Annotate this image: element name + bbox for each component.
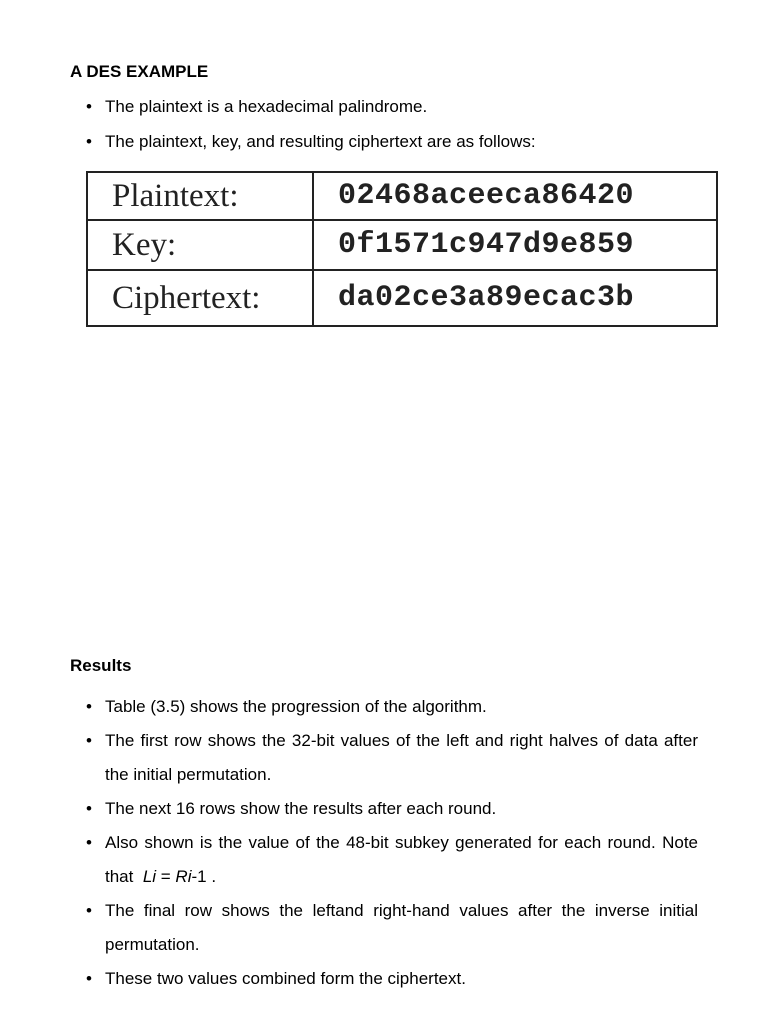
table-row	[87, 270, 717, 326]
row-label: Key:	[87, 220, 313, 270]
list-item: • The next 16 rows show the results after each round.	[0, 792, 698, 826]
page-title: A DES EXAMPLE	[70, 62, 209, 81]
results-bullet-list	[0, 690, 698, 996]
hex-value: 0f1571c947d9e859	[313, 220, 717, 270]
list-item: • The first row shows the 32-bit values of the left and right halves of data after the initial permutation.	[0, 724, 698, 792]
bullet-text: Also shown is the value of the 48-bit subkey generated for each round. Note that	[105, 833, 698, 886]
list-item: • These two values combined form the ciphertext.	[0, 962, 698, 996]
table-row	[87, 220, 717, 270]
results-heading: Results	[70, 656, 132, 675]
table-row	[87, 172, 717, 220]
row-label: Plaintext:	[87, 172, 313, 220]
formula-lhs: Li	[142, 867, 157, 886]
intro-bullet-list	[0, 96, 698, 166]
list-item: • Table (3.5) shows the progression of the algorithm.	[0, 690, 698, 724]
des-example-table	[86, 171, 718, 327]
hex-value: da02ce3a89ecac3b	[313, 270, 717, 326]
list-item: • The final row shows the leftand right-hand values after the inverse initial permutation.	[0, 894, 698, 962]
formula-eq: =	[156, 867, 176, 886]
list-item: • The plaintext is a hexadecimal palindrome.	[0, 96, 698, 118]
hex-value: 02468aceeca86420	[313, 172, 717, 220]
row-label: Ciphertext:	[87, 270, 313, 326]
list-item: • The plaintext, key, and resulting ciphertext are as follows:	[0, 131, 698, 153]
formula-suffix: -1 .	[191, 867, 217, 886]
list-item	[0, 826, 698, 894]
formula-rhs: Ri	[175, 867, 192, 886]
